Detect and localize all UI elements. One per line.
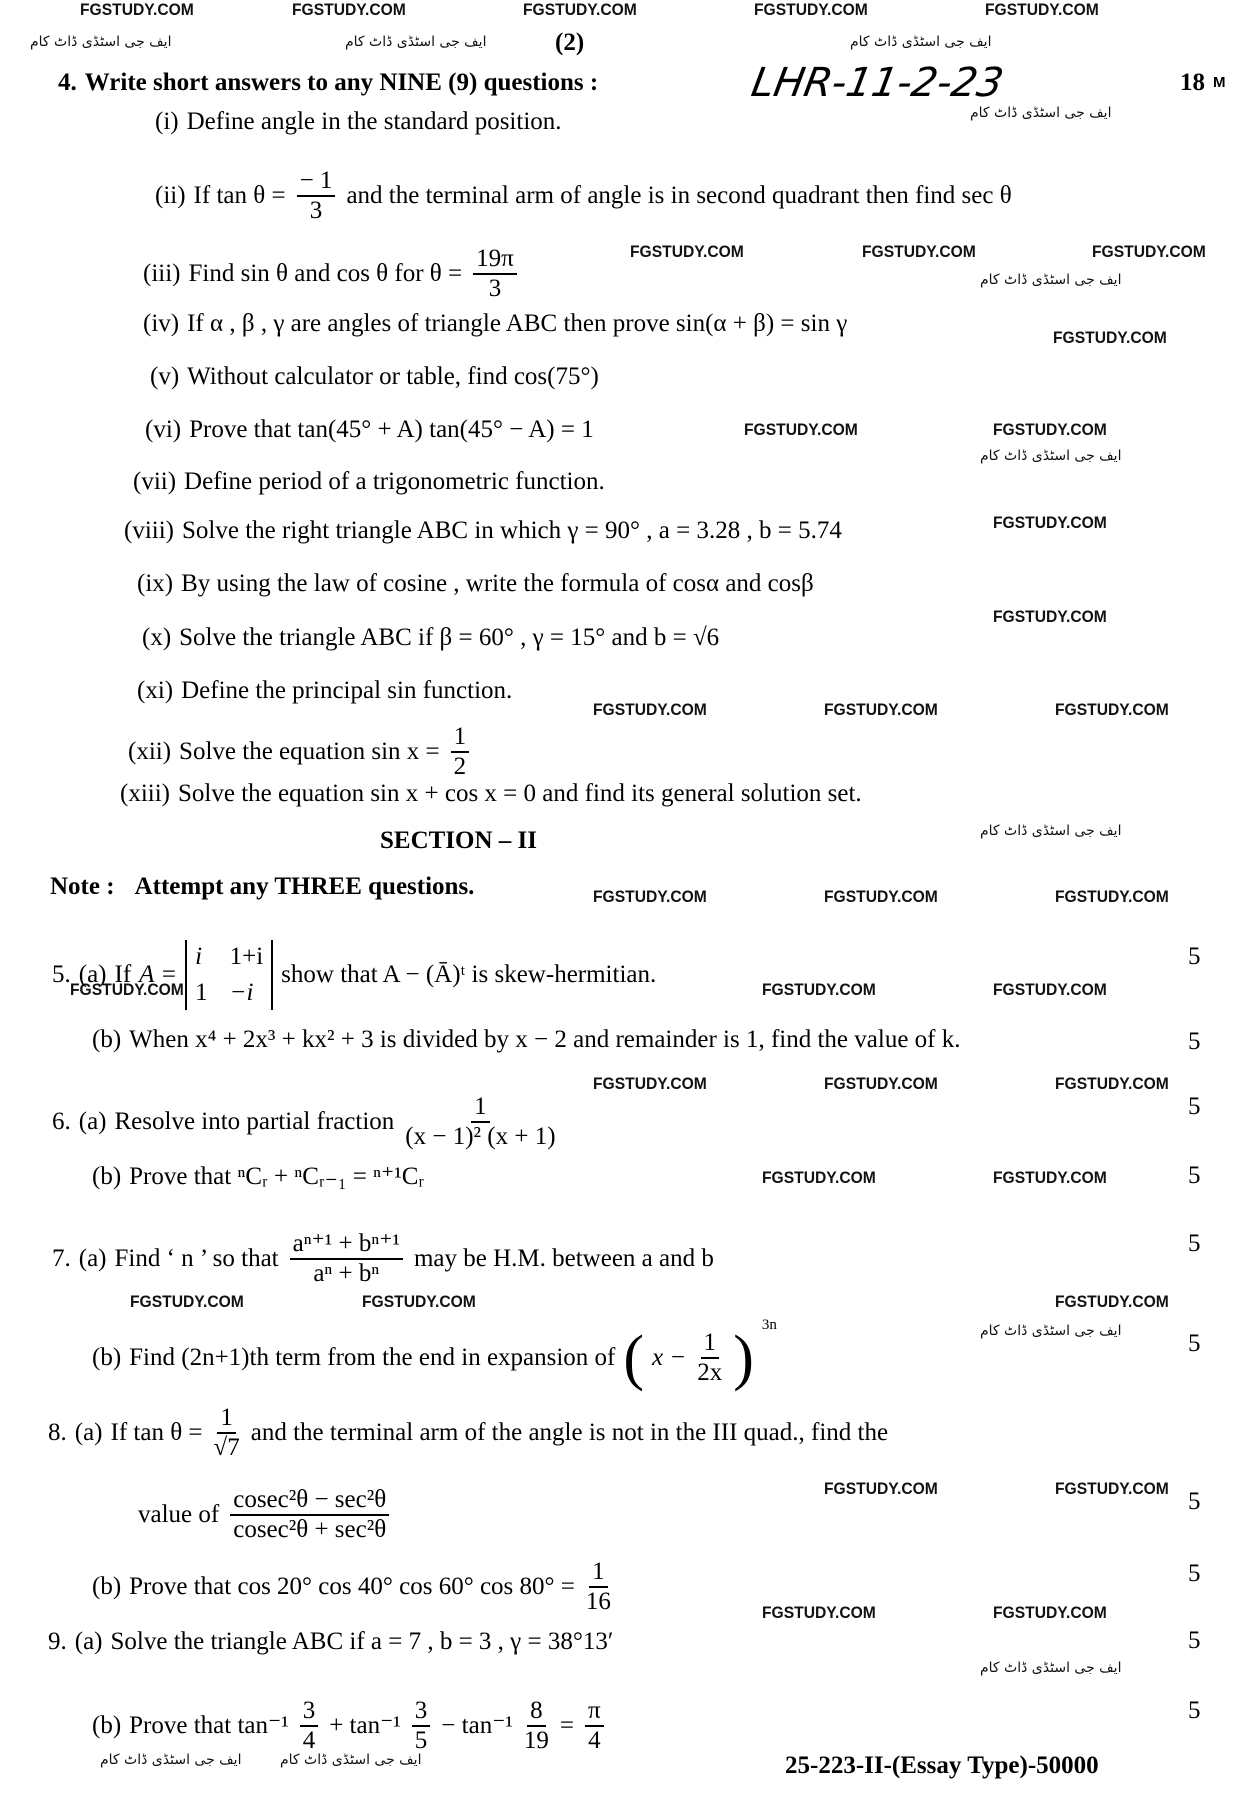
exponent: 3n — [761, 1317, 777, 1333]
q8a — [48, 1404, 888, 1462]
q4-heading — [58, 68, 598, 98]
watermark: FGSTUDY.COM — [292, 0, 406, 19]
watermark: FGSTUDY.COM — [1092, 242, 1206, 261]
marks: 18 — [1180, 69, 1205, 96]
item-number: (x) — [142, 624, 172, 651]
watermark-urdu: ایف جی اسٹڈی ڈاٹ کام — [980, 1660, 1122, 1676]
note-text: Attempt any THREE questions. — [134, 873, 475, 900]
item-number: (vii) — [133, 468, 177, 495]
numerator: 1 — [701, 1329, 720, 1359]
numerator: 3 — [300, 1697, 319, 1727]
denominator: 2x — [697, 1359, 723, 1386]
item-number: (iv) — [143, 310, 180, 337]
part-text: may be H.M. between a and b — [413, 1245, 714, 1272]
numerator: 1 — [471, 1093, 490, 1123]
part-label: (b) — [92, 1026, 122, 1053]
item-text: Solve the right triangle ABC in which γ = 90° , a = 3.28 , b = 5.74 — [182, 517, 842, 544]
watermark: FGSTUDY.COM — [985, 0, 1099, 19]
question-number: 9. — [48, 1628, 67, 1655]
q4-marks — [1180, 68, 1226, 98]
part-label: (b) — [92, 1163, 122, 1190]
item-number: (v) — [150, 363, 180, 390]
denominator: 19 — [523, 1727, 549, 1754]
q4-item-vii — [133, 467, 605, 497]
watermark-urdu: ایف جی اسٹڈی ڈاٹ کام — [980, 448, 1122, 464]
watermark-urdu: ایف جی اسٹڈی ڈاٹ کام — [30, 34, 172, 50]
denominator: (x − 1)² (x + 1) — [405, 1123, 556, 1150]
q4-item-vi — [145, 415, 594, 445]
numerator: 19π — [473, 245, 517, 275]
item-text: Solve the equation sin x = — [179, 738, 440, 765]
watermark-urdu: ایف جی اسٹڈی ڈاٹ کام — [980, 823, 1122, 839]
watermark: FGSTUDY.COM — [993, 607, 1107, 626]
matrix-cell: i — [195, 943, 203, 970]
watermark: FGSTUDY.COM — [593, 700, 707, 719]
item-number: (xiii) — [120, 780, 170, 807]
marks: 5 — [1188, 1230, 1201, 1257]
q5b — [92, 1025, 961, 1055]
watermark: FGSTUDY.COM — [762, 980, 876, 999]
part-label: (b) — [92, 1344, 122, 1371]
q4-item-v — [150, 362, 599, 392]
marks: 5 — [1188, 1028, 1201, 1055]
watermark: FGSTUDY.COM — [630, 242, 744, 261]
question-title: Write short answers to any NINE (9) questions : — [84, 69, 599, 96]
page-number: (2) — [555, 29, 585, 56]
marks: 5 — [1188, 1627, 1201, 1654]
item-text: and the terminal arm of angle is in second quadrant then find sec θ — [346, 182, 1012, 209]
watermark-urdu: ایف جی اسٹڈی ڈاٹ کام — [980, 272, 1122, 288]
open-paren: ( — [623, 1324, 645, 1392]
q7a — [52, 1230, 714, 1288]
section-title: SECTION – II — [380, 827, 537, 854]
part-text: If — [114, 961, 132, 988]
marks: 5 — [1188, 1488, 1201, 1515]
watermark: FGSTUDY.COM — [1055, 1074, 1169, 1093]
handwritten-note: LHR-11-2-23 — [747, 60, 1007, 106]
part-label: (a) — [78, 1108, 107, 1135]
part-text: Prove that tan⁻¹ — [129, 1712, 289, 1739]
part-text: and the terminal arm of the angle is not in the III quad., find the — [250, 1419, 889, 1446]
paper-code: 25-223-II-(Essay Type)-50000 — [785, 1752, 1099, 1779]
marks: 5 — [1188, 943, 1201, 970]
fraction — [451, 723, 470, 781]
fraction — [697, 1329, 722, 1387]
numerator: 1 — [589, 1558, 608, 1588]
q4-item-xii — [128, 723, 472, 781]
q4-item-i — [155, 107, 562, 137]
note-label: Note : — [50, 873, 115, 900]
watermark: FGSTUDY.COM — [1053, 328, 1167, 347]
numerator: 3 — [412, 1697, 431, 1727]
part-text: Prove that ⁿCᵣ + ⁿCᵣ₋₁ = ⁿ⁺¹Cᵣ — [129, 1163, 425, 1190]
watermark-urdu: ایف جی اسٹڈی ڈاٹ کام — [280, 1752, 422, 1768]
marks: 5 — [1188, 1093, 1201, 1120]
item-text: Prove that tan(45° + A) tan(45° − A) = 1 — [189, 416, 594, 443]
watermark: FGSTUDY.COM — [70, 980, 184, 999]
item-text: Solve the equation sin x + cos x = 0 and find its general solution set. — [178, 780, 862, 807]
marks: 5 — [1188, 1162, 1201, 1189]
note — [50, 872, 474, 902]
watermark-urdu: ایف جی اسٹڈی ڈاٹ کام — [100, 1752, 242, 1768]
question-number: 4. — [58, 69, 77, 96]
watermark: FGSTUDY.COM — [1055, 1479, 1169, 1498]
watermark: FGSTUDY.COM — [862, 242, 976, 261]
watermark-urdu: ایف جی اسٹڈی ڈاٹ کام — [345, 34, 487, 50]
part-text: value of — [138, 1501, 220, 1528]
q4-item-ix — [137, 569, 814, 599]
denominator: 3 — [488, 275, 502, 302]
q9a — [48, 1627, 613, 1657]
fraction — [214, 1404, 240, 1462]
part-text: Prove that cos 20° cos 40° cos 60° cos 80° = — [129, 1573, 575, 1600]
watermark-urdu: ایف جی اسٹڈی ڈاٹ کام — [850, 34, 992, 50]
numerator: 1 — [451, 723, 470, 753]
denominator: √7 — [213, 1434, 240, 1461]
item-number: (xii) — [128, 738, 172, 765]
fraction — [473, 245, 517, 303]
denominator: 2 — [453, 753, 467, 780]
q9b — [92, 1697, 607, 1755]
denominator: 3 — [309, 197, 323, 224]
q4-item-ii — [155, 167, 1012, 225]
matrix-cell: 1 — [195, 979, 208, 1006]
item-text: Define angle in the standard position. — [186, 108, 562, 135]
q6a — [52, 1093, 559, 1151]
numerator: − 1 — [297, 167, 336, 197]
q7b — [92, 1317, 777, 1392]
watermark: FGSTUDY.COM — [993, 513, 1107, 532]
part-text: If tan θ = — [110, 1419, 203, 1446]
item-text: Without calculator or table, find cos(75°) — [187, 363, 599, 390]
watermark: FGSTUDY.COM — [523, 0, 637, 19]
math: x − — [652, 1344, 687, 1371]
fraction — [586, 1558, 611, 1616]
part-text: + tan⁻¹ — [329, 1712, 401, 1739]
fraction — [300, 1697, 319, 1755]
part-text: show that A − (Ā)ᵗ is skew-hermitian. — [281, 961, 657, 988]
denominator: 4 — [588, 1727, 601, 1754]
fraction — [524, 1697, 549, 1755]
part-text: Resolve into partial fraction — [114, 1108, 395, 1135]
watermark: FGSTUDY.COM — [993, 1168, 1107, 1187]
marks: 5 — [1188, 1560, 1201, 1587]
watermark: FGSTUDY.COM — [824, 700, 938, 719]
watermark: FGSTUDY.COM — [824, 887, 938, 906]
item-number: (viii) — [124, 517, 174, 544]
watermark: FGSTUDY.COM — [993, 1603, 1107, 1622]
fraction — [585, 1697, 604, 1755]
watermark: FGSTUDY.COM — [1055, 887, 1169, 906]
part-label: (a) — [74, 1419, 103, 1446]
watermark: FGSTUDY.COM — [130, 1292, 244, 1311]
part-label: (a) — [78, 1245, 107, 1272]
part-label: (b) — [92, 1712, 122, 1739]
watermark: FGSTUDY.COM — [993, 420, 1107, 439]
q4-item-iii — [143, 245, 520, 303]
denominator: 4 — [302, 1727, 316, 1754]
marks-suffix: M — [1213, 74, 1226, 91]
numerator: 8 — [527, 1697, 546, 1727]
question-number: 8. — [48, 1419, 67, 1446]
marks: 5 — [1188, 1697, 1201, 1724]
item-number: (ii) — [155, 182, 186, 209]
q4-item-xi — [137, 676, 512, 706]
watermark: FGSTUDY.COM — [762, 1603, 876, 1622]
close-paren: ) — [733, 1324, 754, 1392]
watermark: FGSTUDY.COM — [1055, 700, 1169, 719]
denominator: aⁿ + bⁿ — [313, 1260, 380, 1287]
item-number: (xi) — [137, 677, 174, 704]
item-text: Find sin θ and cos θ for θ = — [188, 260, 463, 287]
question-number: 7. — [52, 1245, 71, 1272]
watermark-urdu: ایف جی اسٹڈی ڈاٹ کام — [970, 105, 1112, 121]
item-text: If tan θ = — [193, 182, 286, 209]
part-text: When x⁴ + 2x³ + kx² + 3 is divided by x − 2 and remainder is 1, find the value of k. — [129, 1026, 961, 1053]
matrix — [185, 940, 273, 1010]
fraction — [230, 1486, 389, 1544]
q4-item-iv — [143, 309, 847, 339]
watermark: FGSTUDY.COM — [593, 1074, 707, 1093]
part-label: (a) — [78, 961, 107, 988]
watermark: FGSTUDY.COM — [744, 420, 858, 439]
q4-item-viii — [124, 516, 842, 546]
math: A = — [139, 961, 178, 988]
watermark: FGSTUDY.COM — [824, 1479, 938, 1498]
q4-item-xiii — [120, 779, 862, 809]
item-text: By using the law of cosine , write the formula of cosα and cosβ — [181, 570, 814, 597]
question-number: 5. — [52, 961, 71, 988]
numerator: 1 — [217, 1404, 236, 1434]
part-label: (b) — [92, 1573, 122, 1600]
q6b — [92, 1162, 424, 1192]
watermark: FGSTUDY.COM — [824, 1074, 938, 1093]
fraction — [290, 1230, 403, 1288]
item-number: (vi) — [145, 416, 182, 443]
part-text: Find ‘ n ’ so that — [114, 1245, 279, 1272]
part-text: Solve the triangle ABC if a = 7 , b = 3 , γ = 38°13′ — [110, 1628, 614, 1655]
part-label: (a) — [74, 1628, 103, 1655]
matrix-cell: −i — [229, 979, 254, 1006]
q5a — [52, 940, 656, 1010]
denominator: 5 — [414, 1727, 428, 1754]
watermark: FGSTUDY.COM — [754, 0, 868, 19]
item-number: (i) — [155, 108, 179, 135]
item-text: Define period of a trigonometric function. — [184, 468, 605, 495]
fraction — [405, 1093, 555, 1151]
q8b — [92, 1558, 614, 1616]
part-text: − tan⁻¹ — [441, 1712, 513, 1739]
item-text: Define the principal sin function. — [181, 677, 513, 704]
denominator: cosec²θ + sec²θ — [233, 1516, 387, 1543]
numerator: cosec²θ − sec²θ — [230, 1486, 389, 1516]
equals: = — [559, 1712, 574, 1739]
watermark: FGSTUDY.COM — [762, 1168, 876, 1187]
q4-item-x — [142, 623, 719, 653]
fraction — [412, 1697, 431, 1755]
watermark: FGSTUDY.COM — [993, 980, 1107, 999]
denominator: 16 — [585, 1588, 611, 1615]
item-number: (ix) — [137, 570, 174, 597]
part-text: Find (2n+1)th term from the end in expansion of — [129, 1344, 616, 1371]
numerator: π — [585, 1697, 604, 1727]
watermark: FGSTUDY.COM — [362, 1292, 476, 1311]
marks: 5 — [1188, 1330, 1201, 1357]
numerator: aⁿ⁺¹ + bⁿ⁺¹ — [290, 1230, 403, 1260]
fraction — [297, 167, 336, 225]
watermark: FGSTUDY.COM — [593, 887, 707, 906]
item-text: If α , β , γ are angles of triangle ABC then prove sin(α + β) = sin γ — [187, 310, 848, 337]
item-number: (iii) — [143, 260, 181, 287]
matrix-cell: 1+i — [229, 943, 264, 970]
watermark-urdu: ایف جی اسٹڈی ڈاٹ کام — [980, 1323, 1122, 1339]
item-text: Solve the triangle ABC if β = 60° , γ = 15° and b = √6 — [179, 624, 720, 651]
q8a-value — [138, 1486, 392, 1544]
question-number: 6. — [52, 1108, 71, 1135]
watermark: FGSTUDY.COM — [1055, 1292, 1169, 1311]
watermark: FGSTUDY.COM — [80, 0, 194, 19]
